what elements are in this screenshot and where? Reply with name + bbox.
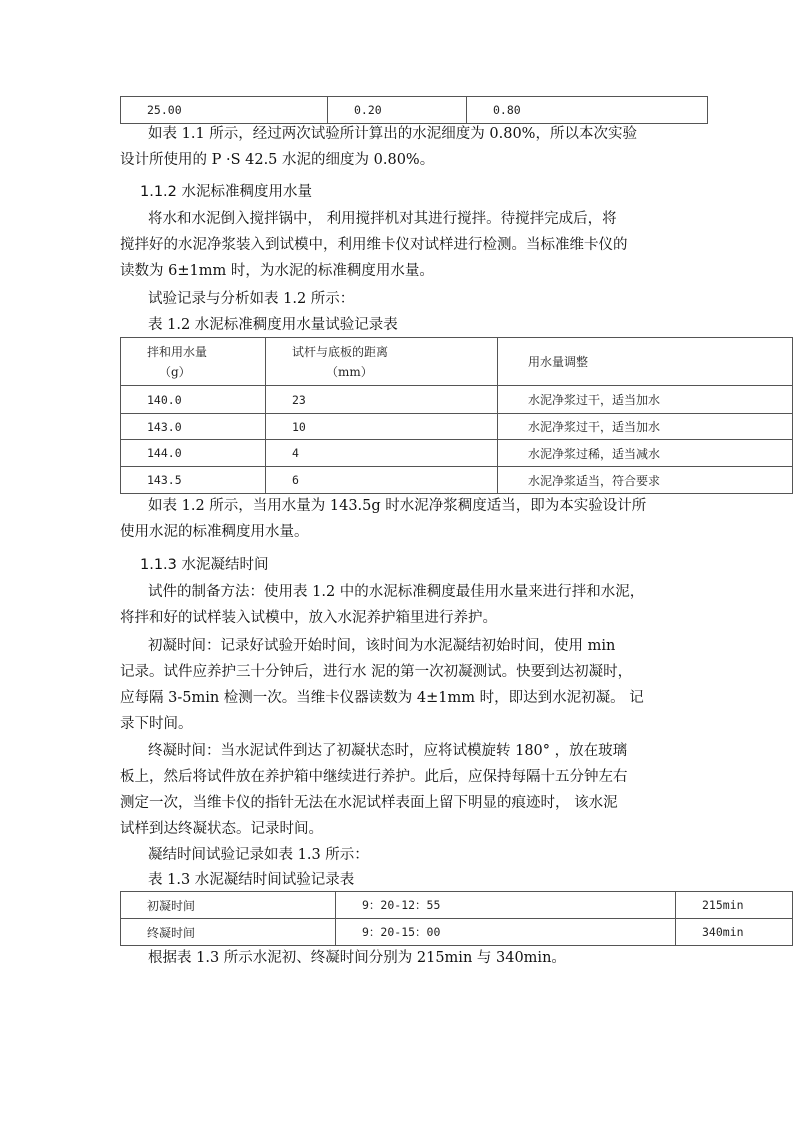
table-cell: 25.00: [121, 97, 328, 124]
text-line: 使用水泥的标准稠度用水量。: [120, 524, 309, 540]
table-cell: 水泥净浆过稀，适当减水: [498, 440, 793, 467]
section-heading-1-1-3: 1.1.3 水泥凝结时间: [140, 557, 269, 573]
table-cell: 4: [266, 440, 498, 467]
table-caption-1-3: 表 1.3 水泥凝结时间试验记录表: [148, 872, 355, 888]
paragraph-consistency-result: 如表 1.2 所示，当用水量为 143.5g 时水泥净浆稠度适当，即为本实验设计所: [148, 498, 647, 514]
paragraph-initial-set: 初凝时间：记录好试验开始时间，该时间为水泥凝结初始时间，使用 min: [148, 638, 616, 654]
table-cell: 140.0: [121, 386, 266, 414]
table-row: [121, 440, 793, 467]
table-cell: 终凝时间: [121, 919, 336, 946]
table-1-1-tail: [120, 96, 708, 124]
table-cell: 143.5: [121, 467, 266, 494]
table-cell: 143.0: [121, 414, 266, 440]
table-cell: 0.80: [467, 97, 708, 124]
header-text: 拌和用水量: [147, 344, 208, 359]
table-cell: 6: [266, 467, 498, 494]
paragraph-setting-result: 根据表 1.3 所示水泥初、终凝时间分别为 215min 与 340min。: [148, 950, 566, 966]
table-cell: 9：20-12：55: [336, 892, 676, 919]
text-line: 如表 1.1 所示，经过两次试验所计算出的水泥细度为 0.80%，所以本次实验: [148, 126, 637, 142]
table-1-3: [120, 891, 793, 946]
paragraph-preparation: 试件的制备方法：使用表 1.2 中的水泥标准稠度最佳用水量来进行拌和水泥，: [148, 584, 645, 600]
table-row: [121, 386, 793, 414]
text-line: 记录。试件应养护三十分钟后，进行水 泥的第一次初凝测试。快要到达初凝时，: [120, 664, 633, 680]
table-row: [121, 467, 793, 494]
table-header-cell: [266, 338, 498, 386]
table-row: [121, 892, 793, 919]
paragraph-setting-intro: 凝结时间试验记录如表 1.3 所示：: [148, 847, 369, 863]
text-line: 搅拌好的水泥净浆装入到试模中，利用维卡仪对试样进行检测。当标准维卡仪的: [120, 237, 628, 253]
text-line: 应每隔 3-5min 检测一次。当维卡仪器读数为 4±1mm 时，即达到水泥初凝。 记: [120, 690, 644, 706]
table-cell: 初凝时间: [121, 892, 336, 919]
table-cell: 10: [266, 414, 498, 440]
section-heading-1-1-2: 1.1.2 水泥标准稠度用水量: [140, 184, 313, 200]
table-cell: 水泥净浆过干，适当加水: [498, 414, 793, 440]
table-cell: 215min: [676, 892, 793, 919]
table-row: [121, 919, 793, 946]
paragraph-final-set: 终凝时间：当水泥试件到达了初凝状态时，应将试模旋转 180° ，放在玻璃: [148, 743, 628, 759]
text-line: 板上，然后将试件放在养护箱中继续进行养护。此后，应保持每隔十五分钟左右: [120, 769, 628, 785]
text-line: 将拌和好的试样装入试模中，放入水泥养护箱里进行养护。: [120, 610, 497, 626]
table-header-row: [121, 338, 793, 386]
table-header-cell: 用水量调整: [498, 338, 793, 386]
text-line: 测定一次，当维卡仪的指针无法在水泥试样表面上留下明显的痕迹时， 该水泥: [120, 795, 618, 811]
paragraph-fineness: [120, 121, 680, 147]
table-header-cell: [121, 338, 266, 386]
table-cell: 水泥净浆适当，符合要求: [498, 467, 793, 494]
table-cell: 144.0: [121, 440, 266, 467]
table-cell: 0.20: [328, 97, 467, 124]
paragraph-consistency: [120, 206, 680, 232]
paragraph-record-intro: 试验记录与分析如表 1.2 所示：: [148, 291, 355, 307]
table-1-2: [120, 337, 793, 494]
header-text: 试杆与底板的距离: [292, 344, 389, 359]
table-row: [121, 97, 708, 124]
paragraph-fineness-cont: [120, 147, 680, 173]
header-unit: （mm）: [326, 364, 373, 379]
table-cell: 9：20-15：00: [336, 919, 676, 946]
text-line: 设计所使用的 P ·S 42.5 水泥的细度为 0.80%。: [120, 152, 435, 168]
text-line: 录下时间。: [120, 716, 193, 732]
table-cell: 23: [266, 386, 498, 414]
header-unit: （g）: [159, 364, 191, 379]
text-line: 将水和水泥倒入搅拌锅中， 利用搅拌机对其进行搅拌。待搅拌完成后，将: [148, 211, 617, 227]
table-caption-1-2: 表 1.2 水泥标准稠度用水量试验记录表: [148, 317, 398, 333]
table-cell: 340min: [676, 919, 793, 946]
text-line: 试样到达终凝状态。记录时间。: [120, 821, 323, 837]
table-row: [121, 414, 793, 440]
text-line: 读数为 6±1mm 时，为水泥的标准稠度用水量。: [120, 263, 434, 279]
table-cell: 水泥净浆过干，适当加水: [498, 386, 793, 414]
